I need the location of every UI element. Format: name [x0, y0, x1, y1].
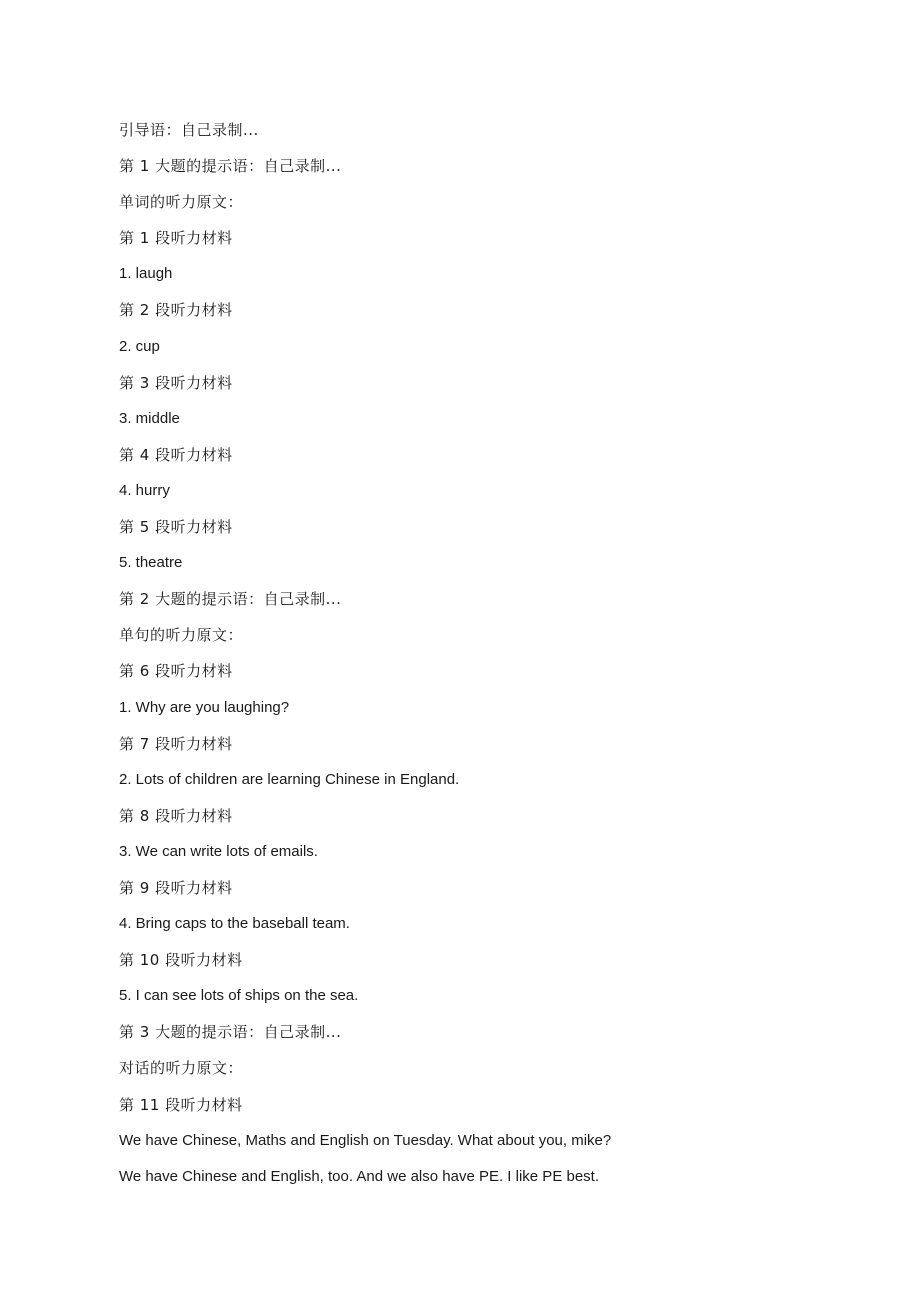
material-label: 第 1 段听力材料: [119, 229, 233, 248]
listening-text: 2. cup: [119, 337, 160, 355]
listening-text: 4. Bring caps to the baseball team.: [119, 915, 350, 933]
material-label: 第 10 段听力材料: [119, 951, 243, 970]
material-label: 第 8 段听力材料: [119, 806, 233, 825]
section-1-prompt: 第 1 大题的提示语：自己录制...: [119, 157, 342, 176]
listening-text: 4. hurry: [119, 481, 170, 499]
listening-text: 5. theatre: [119, 554, 183, 572]
material-label: 第 2 段听力材料: [119, 301, 233, 320]
listening-text: 5. I can see lots of ships on the sea.: [119, 987, 359, 1005]
section-1-heading: 单词的听力原文：: [119, 193, 244, 212]
material-label: 第 6 段听力材料: [119, 662, 233, 681]
listening-text: 1. Why are you laughing?: [119, 698, 290, 716]
listening-text: 3. middle: [119, 409, 180, 427]
material-label: 第 3 段听力材料: [119, 373, 233, 392]
material-label: 第 9 段听力材料: [119, 878, 233, 897]
listening-text: 1. laugh: [119, 265, 173, 283]
material-label: 第 11 段听力材料: [119, 1095, 243, 1114]
material-label: 第 5 段听力材料: [119, 518, 233, 537]
section-3-heading: 对话的听力原文：: [119, 1059, 244, 1078]
section-3-prompt: 第 3 大题的提示语：自己录制...: [119, 1023, 342, 1042]
intro-line: 引导语：自己录制...: [119, 121, 259, 139]
material-label: 第 7 段听力材料: [119, 734, 233, 753]
document-body: [119, 118, 839, 1201]
listening-text: We have Chinese and English, too. And we also have PE. I like PE best.: [119, 1167, 600, 1185]
section-2-prompt: 第 2 大题的提示语：自己录制...: [119, 590, 342, 609]
listening-text: 2. Lots of children are learning Chinese in England.: [119, 770, 460, 788]
section-2-heading: 单句的听力原文：: [119, 626, 244, 645]
listening-text: 3. We can write lots of emails.: [119, 842, 318, 860]
material-label: 第 4 段听力材料: [119, 445, 233, 464]
listening-text: We have Chinese, Maths and English on Tuesday. What about you, mike?: [119, 1131, 612, 1149]
